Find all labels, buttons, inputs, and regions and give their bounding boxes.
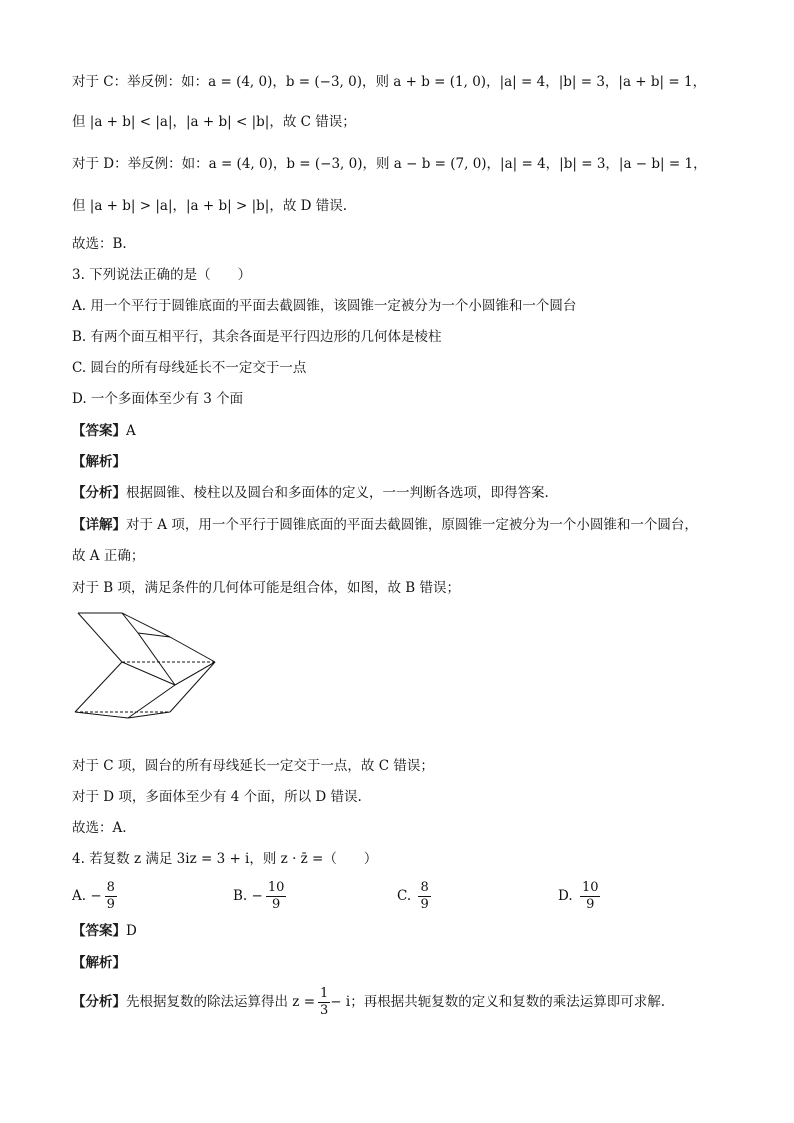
analysis-4-heading: 【解析】: [72, 955, 126, 971]
fraction: $\frac{10}{9}$: [267, 879, 285, 912]
detail-3-b: 对于 B 项，满足条件的几何体可能是组合体，如图，故 B 错误；: [72, 580, 461, 596]
text-line-c-counterexample: 对于 C：举反例：如：a = (4, 0)，b = (−3, 0)，则 a + b = (1, 0)，|a| = 4，|b| = 3，|a + b| = 1，: [72, 74, 707, 90]
analysis-4-summary: 【分析】 先根据复数的除法运算得出 z = $\frac{1}{3}$ − i；再根据共轭复数的定义和复数的乘法运算即可求解.: [72, 985, 666, 1018]
answer-4: 【答案】D: [72, 923, 137, 939]
prism-composite-figure: [70, 605, 220, 725]
text-line-d-conclusion: 但 |a + b| > |a|，|a + b| > |b|，故 D 错误.: [72, 198, 348, 214]
fraction: $\frac{10}{9}$: [581, 879, 599, 912]
question-3-option-b: B. 有两个面互相平行，其余各面是平行四边形的几何体是棱柱: [72, 329, 442, 345]
question-4-options: [72, 876, 712, 916]
question-4-stem: 4. 若复数 z 满足 3iz = 3 + i，则 z · z̄ =（ ）: [72, 851, 378, 867]
text-line-choose-b: 故选：B.: [72, 236, 127, 252]
question-3-option-d: D. 一个多面体至少有 3 个面: [72, 391, 244, 407]
text-line-choose-a: 故选：A.: [72, 820, 127, 836]
answer-3: [72, 421, 136, 441]
question-3-stem: 3. 下列说法正确的是（ ）: [72, 267, 252, 283]
analysis-3-summary: 【分析】根据圆锥、棱柱以及圆台和多面体的定义，一一判断各选项，即得答案.: [72, 485, 549, 501]
question-4-option-a: A. − $\frac{8}{9}$: [72, 879, 115, 912]
answer-value: A: [126, 423, 136, 439]
fraction: $\frac{1}{3}$: [320, 985, 329, 1018]
text-line-d-counterexample: 对于 D：举反例：如：a = (4, 0)，b = (−3, 0)，则 a − b = (7, 0)，|a| = 4，|b| = 3，|a − b| = 1，: [72, 156, 707, 172]
question-4-option-d: D. $\frac{10}{9}$: [558, 879, 599, 912]
answer-tag: 【答案】: [72, 423, 126, 439]
fraction: $\frac{8}{9}$: [106, 879, 115, 912]
fraction: $\frac{8}{9}$: [420, 879, 429, 912]
detail-3-a: 【详解】对于 A 项，用一个平行于圆锥底面的平面去截圆锥，原圆锥一定被分为一个小圆锥和一个圆台，: [72, 517, 698, 533]
question-3-option-c: C. 圆台的所有母线延长不一定交于一点: [72, 360, 307, 376]
analysis-3-heading: 【解析】: [72, 454, 126, 470]
question-3-option-a: A. 用一个平行于圆锥底面的平面去截圆锥，该圆锥一定被分为一个小圆锥和一个圆台: [72, 298, 577, 314]
text-line-c-conclusion: 但 |a + b| < |a|，|a + b| < |b|，故 C 错误；: [72, 114, 356, 130]
detail-3-c: 对于 C 项，圆台的所有母线延长一定交于一点，故 C 错误；: [72, 758, 434, 774]
question-4-option-b: B. − $\frac{10}{9}$: [233, 879, 285, 912]
detail-3-d: 对于 D 项，多面体至少有 4 个面，所以 D 错误.: [72, 789, 362, 805]
question-4-option-c: C. $\frac{8}{9}$: [397, 879, 429, 912]
detail-3-a-conclusion: 故 A 正确；: [72, 548, 145, 564]
